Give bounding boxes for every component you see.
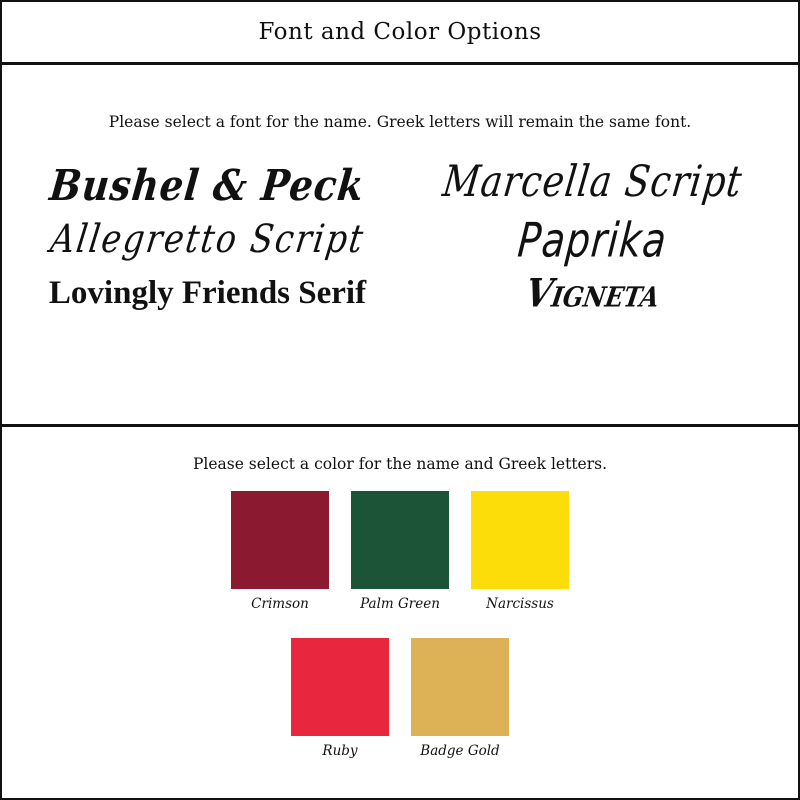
- color-label-badge-gold: Badge Gold: [420, 743, 500, 759]
- color-swatch-crimson[interactable]: [231, 491, 329, 589]
- color-swatch-row-2: [291, 638, 509, 759]
- color-option-ruby[interactable]: [291, 638, 389, 759]
- font-samples-grid: [15, 153, 785, 317]
- font-options-section: [2, 65, 798, 427]
- font-option-paprika[interactable]: Paprika: [515, 212, 670, 268]
- font-option-lovingly-friends-serif[interactable]: Lovingly Friends Serif: [48, 275, 367, 311]
- color-label-narcissus: Narcissus: [486, 596, 554, 612]
- font-option-vigneta[interactable]: Vigneta: [522, 271, 663, 317]
- color-swatch-row-1: [231, 491, 569, 612]
- color-label-palm-green: Palm Green: [360, 596, 440, 612]
- page-header: [2, 2, 798, 65]
- color-option-narcissus[interactable]: [471, 491, 569, 612]
- page-title: Font and Color Options: [258, 19, 542, 45]
- color-instruction-text: Please select a color for the name and Greek letters.: [192, 455, 608, 473]
- color-option-badge-gold[interactable]: [411, 638, 509, 759]
- color-option-palm-green[interactable]: [351, 491, 449, 612]
- color-options-section: [2, 427, 798, 798]
- font-option-allegretto-script[interactable]: Allegretto Script: [47, 215, 368, 262]
- color-option-crimson[interactable]: [231, 491, 329, 612]
- font-option-marcella-script[interactable]: Marcella Script: [440, 157, 746, 207]
- color-swatch-palm-green[interactable]: [351, 491, 449, 589]
- font-samples-column-left: [15, 153, 400, 317]
- color-swatch-narcissus[interactable]: [471, 491, 569, 589]
- font-instruction-text: Please select a font for the name. Greek letters will remain the same font.: [108, 113, 692, 131]
- color-label-crimson: Crimson: [251, 596, 309, 612]
- font-option-bushel-and-peck[interactable]: Bushel & Peck: [47, 159, 368, 211]
- color-swatch-ruby[interactable]: [291, 638, 389, 736]
- color-swatch-badge-gold[interactable]: [411, 638, 509, 736]
- font-samples-column-right: [400, 153, 785, 317]
- color-label-ruby: Ruby: [322, 743, 358, 759]
